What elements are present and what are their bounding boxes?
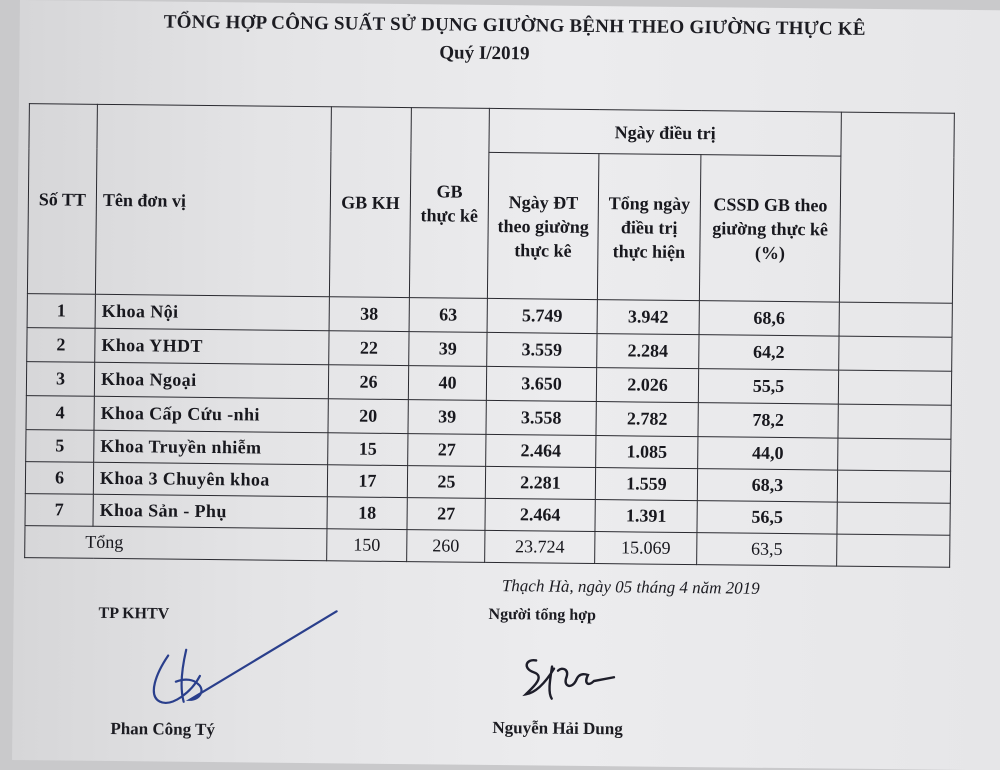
- row-gb-tk: 40: [408, 366, 486, 401]
- row-stt: 2: [27, 328, 95, 363]
- row-tong-ngay: 1.391: [595, 500, 697, 533]
- row-gb-kh: 20: [328, 399, 408, 434]
- row-ngay-dt: 5.749: [487, 298, 597, 333]
- row-blank: [839, 302, 952, 337]
- row-blank: [837, 470, 950, 503]
- left-signer-name: Phan Công Tý: [110, 718, 216, 740]
- row-cssd: 68,6: [699, 301, 839, 336]
- header-ngay-dieu-tri: Ngày điều trị: [489, 108, 841, 156]
- row-gb-kh: 22: [329, 331, 409, 366]
- row-blank: [838, 404, 951, 439]
- row-gb-kh: 17: [327, 465, 407, 498]
- row-ngay-dt: 3.559: [487, 332, 597, 367]
- total-label: Tổng: [25, 526, 327, 561]
- total-cssd: 63,5: [697, 533, 837, 566]
- row-blank: [838, 438, 951, 471]
- row-stt: 3: [26, 362, 94, 397]
- row-cssd: 78,2: [698, 403, 838, 438]
- row-tong-ngay: 2.284: [597, 334, 699, 369]
- total-gb-kh: 150: [327, 529, 407, 562]
- row-stt: 1: [27, 294, 95, 329]
- left-signer-role: TP KHTV: [98, 604, 170, 623]
- row-gb-tk: 39: [409, 332, 487, 367]
- document-title: TỔNG HỢP CÔNG SUẤT SỬ DỤNG GIƯỜNG BỆNH THEO GIƯỜNG THỰC KÊ: [163, 11, 866, 40]
- row-unit: Khoa Ngoại: [94, 362, 328, 398]
- row-stt: 6: [25, 462, 93, 495]
- row-gb-kh: 18: [327, 497, 407, 530]
- row-stt: 5: [26, 430, 94, 463]
- total-gb-tk: 260: [407, 530, 485, 563]
- row-cssd: 64,2: [699, 335, 839, 370]
- header-tong-ngay: Tổng ngày điều trị thực hiện: [597, 154, 701, 301]
- row-unit: Khoa YHDT: [95, 328, 329, 364]
- row-unit: Khoa Truyền nhiễm: [94, 430, 328, 464]
- row-cssd: 44,0: [698, 437, 838, 470]
- row-cssd: 55,5: [698, 369, 838, 404]
- row-cssd: 56,5: [697, 501, 837, 534]
- row-blank: [839, 336, 952, 371]
- row-gb-tk: 39: [408, 400, 486, 435]
- header-ngay-dt: Ngày ĐT theo giường thực kê: [487, 152, 599, 299]
- row-gb-tk: 63: [409, 298, 487, 333]
- row-ngay-dt: 2.464: [485, 498, 595, 531]
- row-tong-ngay: 1.085: [596, 436, 698, 469]
- row-tong-ngay: 2.782: [596, 402, 698, 437]
- row-gb-tk: 25: [407, 466, 485, 499]
- row-tong-ngay: 1.559: [595, 468, 697, 501]
- header-unit: Tên đơn vị: [95, 104, 331, 296]
- row-unit: Khoa Sản - Phụ: [93, 494, 327, 528]
- total-ngay-dt: 23.724: [485, 530, 595, 563]
- row-blank: [837, 502, 950, 535]
- total-tong-ngay: 15.069: [595, 532, 697, 565]
- right-signer-name: Nguyễn Hải Dung: [492, 717, 623, 739]
- header-blank: [839, 112, 954, 303]
- signature-right: [518, 648, 629, 714]
- row-ngay-dt: 3.558: [486, 400, 596, 435]
- place-date: Thạch Hà, ngày 05 tháng 4 năm 2019: [501, 576, 760, 598]
- header-gb-thuc-ke: GB thực kê: [409, 108, 489, 299]
- row-blank: [838, 370, 951, 405]
- row-gb-kh: 38: [329, 297, 409, 332]
- row-stt: 7: [25, 494, 93, 527]
- row-gb-kh: 15: [328, 433, 408, 466]
- row-gb-kh: 26: [328, 365, 408, 400]
- row-cssd: 68,3: [697, 469, 837, 502]
- row-unit: Khoa 3 Chuyên khoa: [93, 462, 327, 496]
- bed-usage-table: [24, 103, 955, 568]
- row-ngay-dt: 2.464: [486, 434, 596, 467]
- header-stt: Số TT: [27, 104, 97, 295]
- row-gb-tk: 27: [408, 434, 486, 467]
- document-page: [12, 0, 1000, 770]
- row-tong-ngay: 2.026: [596, 368, 698, 403]
- row-ngay-dt: 3.650: [486, 366, 596, 401]
- row-gb-tk: 27: [407, 498, 485, 531]
- row-tong-ngay: 3.942: [597, 300, 699, 335]
- row-ngay-dt: 2.281: [485, 466, 595, 499]
- row-stt: 4: [26, 396, 94, 431]
- signature-left: [145, 603, 356, 720]
- header-gb-kh: GB KH: [329, 107, 411, 298]
- row-unit: Khoa Nội: [95, 294, 329, 330]
- total-blank: [837, 534, 950, 567]
- row-unit: Khoa Cấp Cứu -nhi: [94, 396, 328, 432]
- header-cssd: CSSD GB theo giường thực kê (%): [699, 155, 841, 302]
- document-subtitle: Quý I/2019: [439, 42, 530, 65]
- right-signer-role: Người tổng hợp: [488, 605, 597, 625]
